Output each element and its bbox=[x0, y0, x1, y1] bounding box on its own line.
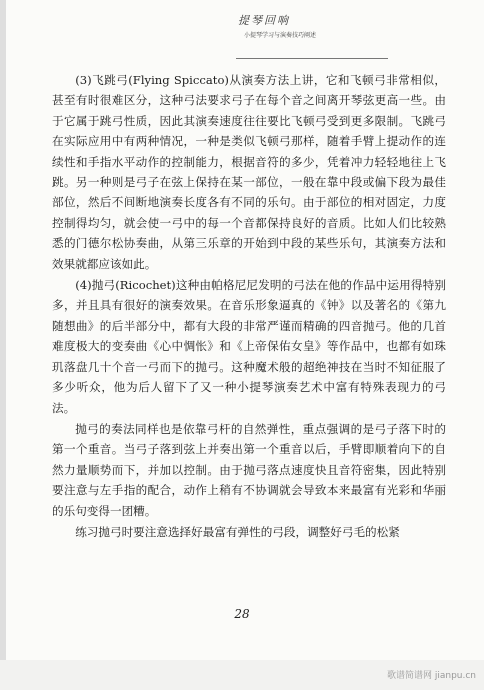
page-header bbox=[230, 12, 390, 39]
paragraph-ricochet-practice: 练习抛弓时要注意选择好最富有弹性的弓段，调整好弓毛的松紧 bbox=[75, 524, 400, 539]
body-text bbox=[52, 70, 446, 543]
scan-left-edge bbox=[0, 0, 6, 690]
site-watermark: 歌谱简谱网 jianpu.cn bbox=[386, 671, 476, 681]
page-number: 28 bbox=[234, 607, 250, 621]
header-logo-text: 提琴回响 bbox=[238, 14, 290, 27]
paragraph-ricochet: (4)抛弓(Ricochet)这种由帕格尼尼发明的弓法在他的作品中运用得特别多，并且具有很好的演奏效果。在音乐形象逼真的《钟》以及著名的《第九随想曲》的后半部分中，都有大段的非常严谨而精确的四音抛弓。他的几首难度极大的变奏曲《心中惆怅》和《上帝保佑女皇》等作品中，也都有如珠玑落盘几十个音一弓而下的抛弓。这种魔术般的超绝神技在当时不知征服了多少听众，他为后人留下了又一种小提琴演奏艺术中富有特殊表现力的弓法。 bbox=[52, 278, 446, 415]
header-subtitle: 小提琴学习与演奏技巧阐述 bbox=[244, 32, 317, 39]
paragraph-ricochet-technique: 抛弓的奏法同样也是依靠弓杆的自然弹性，重点强调的是弓子落下时的第一个重音。当弓子落到弦上并奏出第一个重音以后，手臂即顺着向下的自然力量顺势而下，并加以控制。由于抛弓落点速度快且音符密集，因此特别要注意与左手指的配合，动作上稍有不协调就会导致本来最富有光彩和华丽的乐句变得一团糟。 bbox=[52, 421, 446, 518]
header-rule bbox=[236, 58, 388, 59]
paragraph-flying-spiccato: (3)飞跳弓(Flying Spiccato)从演奏方法上讲，它和飞顿弓非常相似，甚至有时很难区分，这种弓法要求弓子在每个音之间离开琴弦更高一些。由于它属于跳弓性质，因此其演奏速度往往要比飞顿弓受到更多限制。飞跳弓在实际应用中有两种情况，一种是类似飞顿弓那样，随着手臂上提动作的连续性和手指水平动作的控制能力，根据音符的多少，凭着冲力轻轻地往上飞跳。另一种则是弓子在弦上保持在某一部位，一般在靠中段或偏下段为最佳部位，然后不间断地演奏长度各有不同的乐句。由于部位的相对固定，力度控制得均匀，就会使一弓中的每一个音都保持良好的音质。比如人们比较熟悉的门德尔松协奏曲，从第三乐章的开始到中段的某些乐句，其演奏方法和效果就都应该如此。 bbox=[52, 73, 446, 271]
